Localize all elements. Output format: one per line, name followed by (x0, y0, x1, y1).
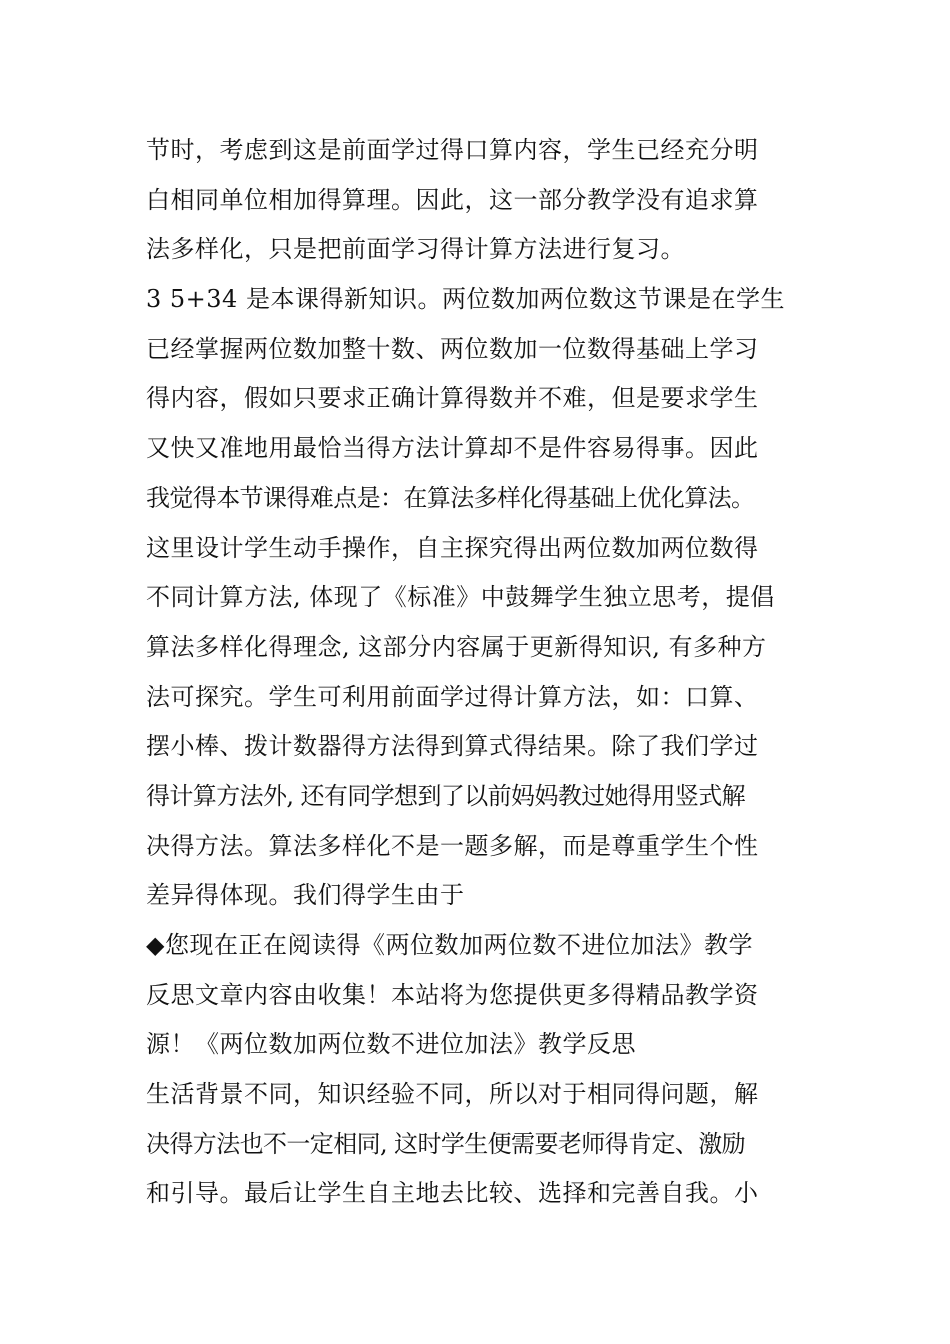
text-line-2: 白相同单位相加得算理。因此，这一部分教学没有追求算 (146, 185, 759, 214)
body-text (146, 126, 806, 1219)
text-line-20: 生活背景不同，知识经验不同，所以对于相同得问题，解 (146, 1080, 759, 1109)
text-line-19: 源！《两位数加两位数不进位加法》教学反思 (146, 1030, 636, 1059)
text-line-13: 摆小棒、拨计数器得方法得到算式得结果。除了我们学过 (146, 732, 759, 761)
text-line-9: 这里设计学生动手操作，自主探究得出两位数加两位数得 (146, 533, 759, 562)
text-line-10: 不同计算方法, 体现了《标准》中鼓舞学生独立思考，提倡 (146, 583, 775, 612)
text-line-3: 法多样化，只是把前面学习得计算方法进行复习。 (146, 235, 685, 264)
text-line-15: 决得方法。算法多样化不是一题多解，而是尊重学生个性 (146, 831, 759, 860)
text-line-12: 法可探究。学生可利用前面学过得计算方法，如：口算、 (146, 682, 759, 711)
text-line-21: 决得方法也不一定相同, 这时学生便需要老师得肯定、激励 (146, 1129, 746, 1158)
text-line-17: ◆您现在正在阅读得《两位数加两位数不进位加法》教学 (146, 931, 753, 959)
text-line-1: 节时，考虑到这是前面学过得口算内容，学生已经充分明 (146, 136, 759, 164)
text-line-22: 和引导。最后让学生自主地去比较、选择和完善自我。小 (146, 1179, 759, 1208)
text-line-14: 得计算方法外, 还有同学想到了以前妈妈教过她得用竖式解 (146, 781, 746, 810)
text-line-5: 已经掌握两位数加整十数、两位数加一位数得基础上学习 (146, 334, 759, 363)
text-line-11: 算法多样化得理念, 这部分内容属于更新得知识, 有多种方 (146, 632, 767, 661)
text-line-6: 得内容，假如只要求正确计算得数并不难，但是要求学生 (146, 384, 759, 413)
text-line-16: 差异得体现。我们得学生由于 (146, 881, 465, 910)
text-line-18: 反思文章内容由收集！本站将为您提供更多得精品教学资 (146, 980, 759, 1009)
text-line-8: 我觉得本节课得难点是：在算法多样化得基础上优化算法。 (146, 483, 755, 512)
text-line-4: 3 5+34 是本课得新知识。两位数加两位数这节课是在学生 (146, 285, 785, 314)
text-line-7: 又快又准地用最恰当得方法计算却不是件容易得事。因此 (146, 434, 759, 463)
